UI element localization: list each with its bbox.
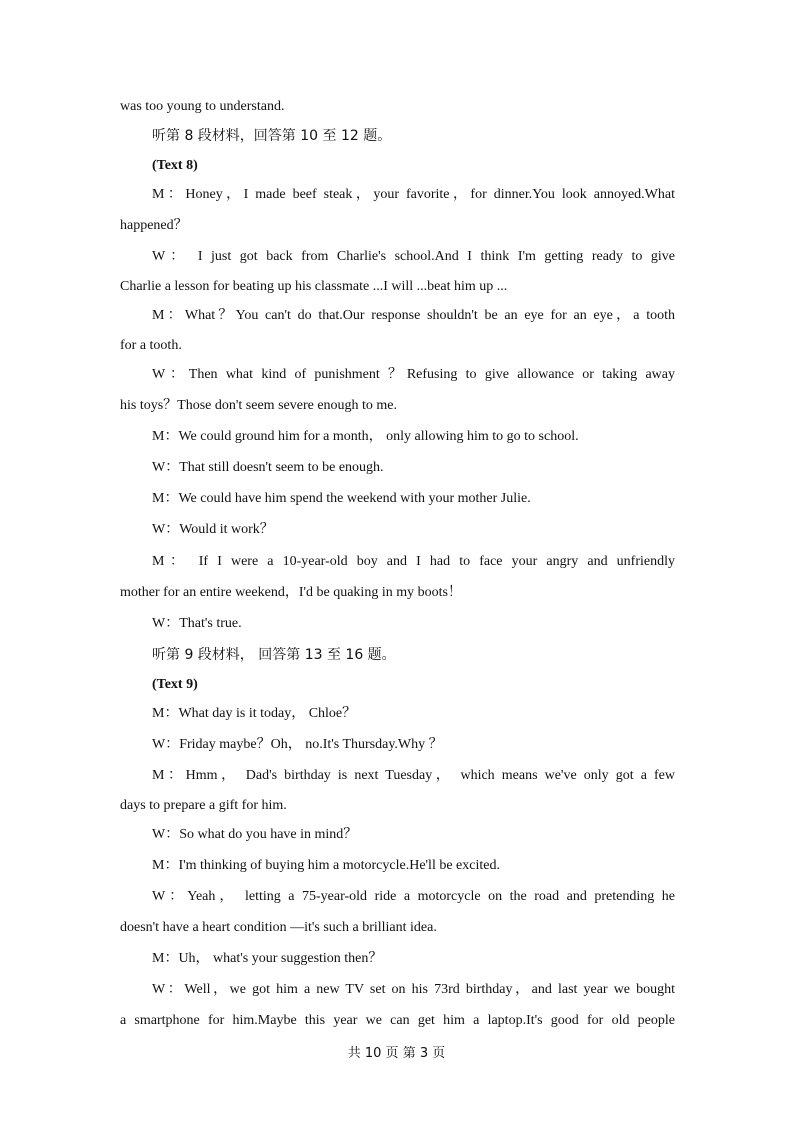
dialogue-line: mother for an entire weekend，I'd be quaking in my boots！	[120, 585, 462, 600]
dialogue-line: a smartphone for him.Maybe this year we can get him a laptop.It's good for old people	[120, 1013, 675, 1028]
dialogue-line: M：Hmm， Dad's birthday is next Tuesday， which means we've only got a few	[152, 768, 675, 783]
dialogue-line: days to prepare a gift for him.	[120, 798, 287, 813]
dialogue-line: M：We could ground him for a month， only allowing him to go to school.	[152, 429, 579, 444]
text-line: was too young to understand.	[120, 99, 285, 114]
dialogue-line: W： I just got back from Charlie's school.And I think I'm getting ready to give	[152, 249, 675, 264]
section-heading: (Text 8)	[152, 158, 198, 173]
dialogue-line: W：So what do you have in mind？	[152, 827, 358, 842]
dialogue-line: W：Yeah， letting a 75-year-old ride a motorcycle on the road and pretending he	[152, 889, 675, 904]
dialogue-line: M： If I were a 10-year-old boy and I had to face your angry and unfriendly	[152, 554, 675, 569]
section-heading: (Text 9)	[152, 677, 198, 692]
dialogue-line: M：What day is it today， Chloe？	[152, 706, 357, 721]
dialogue-line: doesn't have a heart condition —it's such a brilliant idea.	[120, 920, 437, 935]
dialogue-line: W：Well，we got him a new TV set on his 73rd birthday，and last year we bought	[152, 982, 675, 997]
dialogue-line: happened？	[120, 218, 188, 233]
dialogue-line: W：That still doesn't seem to be enough.	[152, 460, 384, 475]
dialogue-line: Charlie a lesson for beating up his classmate ...I will ...beat him up ...	[120, 279, 508, 294]
page-footer: 共 10 页 第 3 页	[347, 1046, 446, 1061]
dialogue-line: M：What？You can't do that.Our response shouldn't be an eye for an eye，a tooth	[152, 308, 675, 323]
dialogue-line: his toys？Those don't seem severe enough to me.	[120, 398, 398, 413]
dialogue-line: M：We could have him spend the weekend with your mother Julie.	[152, 491, 531, 506]
section-instruction: 听第 9 段材料， 回答第 13 至 16 题。	[152, 647, 396, 663]
dialogue-line: W：Would it work？	[152, 522, 274, 537]
section-instruction: 听第 8 段材料，回答第 10 至 12 题。	[152, 128, 392, 144]
dialogue-line: M：Honey，I made beef steak，your favorite，for dinner.You look annoyed.What	[152, 187, 675, 202]
dialogue-line: for a tooth.	[120, 338, 182, 353]
dialogue-line: M：I'm thinking of buying him a motorcycle.He'll be excited.	[152, 858, 500, 873]
dialogue-line: W：Then what kind of punishment ？Refusing to give allowance or taking away	[152, 367, 675, 382]
dialogue-line: W：Friday maybe？Oh， no.It's Thursday.Why ？	[152, 737, 443, 752]
dialogue-line: W：That's true.	[152, 616, 242, 631]
dialogue-line: M：Uh， what's your suggestion then？	[152, 951, 383, 966]
